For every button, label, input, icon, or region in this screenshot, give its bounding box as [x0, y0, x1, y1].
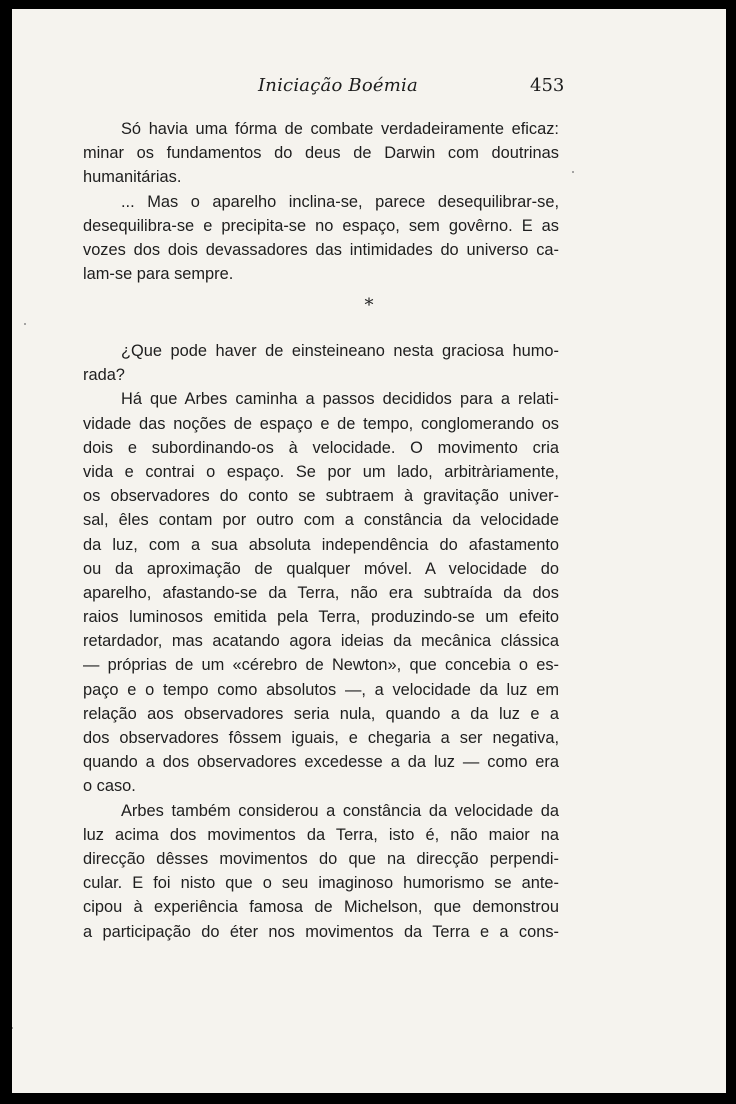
running-head [12, 75, 726, 105]
text-line: lam-se para sempre. [83, 265, 234, 284]
text-line: sal, êles contam por outro com a constância da velocidade [83, 511, 559, 530]
text-line: cular. E foi nisto que o seu imaginoso humorismo se ante- [83, 874, 559, 893]
paper-speck [12, 1027, 13, 1029]
text-line: os observadores do conto se subtraem à gravitação univer- [83, 487, 559, 506]
text-line: retardador, mas acatando agora ideias da mecânica clássica [83, 632, 559, 651]
text-line: dois e subordinando-os à velocidade. O movimento cria [83, 438, 559, 457]
paragraph-block-2 [83, 339, 559, 944]
text-line: ... Mas o aparelho inclina-se, parece desequilibrar-se, [121, 192, 559, 211]
text-line: vidade das noções de espaço e de tempo, conglomerando os [83, 414, 559, 433]
text-line: vozes dos dois devassadores das intimidades do universo ca- [83, 240, 559, 259]
page-number: 453 [530, 75, 565, 96]
text-line: humanitárias. [83, 168, 182, 187]
text-line: quando a dos observadores excedesse a da luz — como era [83, 753, 559, 772]
running-title: Iniciação Boémia [258, 75, 418, 96]
paragraph-block-1 [83, 117, 559, 286]
text-line: relação aos observadores seria nula, quando a da luz e a [83, 704, 559, 723]
text-line: luz acima dos movimentos da Terra, isto é, não maior na [83, 825, 559, 844]
text-line: raios luminosos emitida pela Terra, produzindo-se um efeito [83, 608, 559, 627]
text-line: a participação do éter nos movimentos da Terra e a cons- [83, 922, 559, 941]
text-line: da luz, com a sua absoluta independência do afastamento [83, 535, 559, 554]
text-line: ¿Que pode haver de einsteineano nesta graciosa humo- [121, 342, 559, 360]
text-line: minar os fundamentos do deus de Darwin com doutrinas [83, 144, 559, 163]
text-line: paço e o tempo como absolutos —, a velocidade da luz em [83, 680, 559, 699]
text-line: desequilibra-se e precipita-se no espaço, sem govêrno. E as [83, 216, 559, 235]
section-separator: * [364, 295, 374, 316]
paper-speck [572, 171, 574, 173]
text-line: Só havia uma fórma de combate verdadeiramente eficaz: [121, 120, 559, 138]
text-line: Há que Arbes caminha a passos decididos para a relati- [121, 390, 559, 409]
text-line: ou da aproximação de qualquer móvel. A velocidade do [83, 559, 559, 578]
paper-speck [24, 323, 26, 325]
text-line: dos observadores fôssem iguais, e chegaria a ser negativa, [83, 729, 559, 747]
book-page [12, 9, 726, 1093]
text-line: vida e contrai o espaço. Se por um lado, arbitràriamente, [83, 462, 559, 481]
text-line: aparelho, afastando-se da Terra, não era subtraída da dos [83, 583, 559, 602]
text-line: o caso. [83, 777, 136, 796]
text-line: direcção dêsses movimentos do que na direcção perpendi- [83, 849, 559, 868]
text-line: — próprias de um «cérebro de Newton», que concebia o es- [83, 656, 559, 675]
text-line: rada? [83, 366, 125, 385]
text-line: Arbes também considerou a constância da velocidade da [121, 801, 559, 820]
text-line: cipou à experiência famosa de Michelson, que demonstrou [83, 898, 559, 917]
